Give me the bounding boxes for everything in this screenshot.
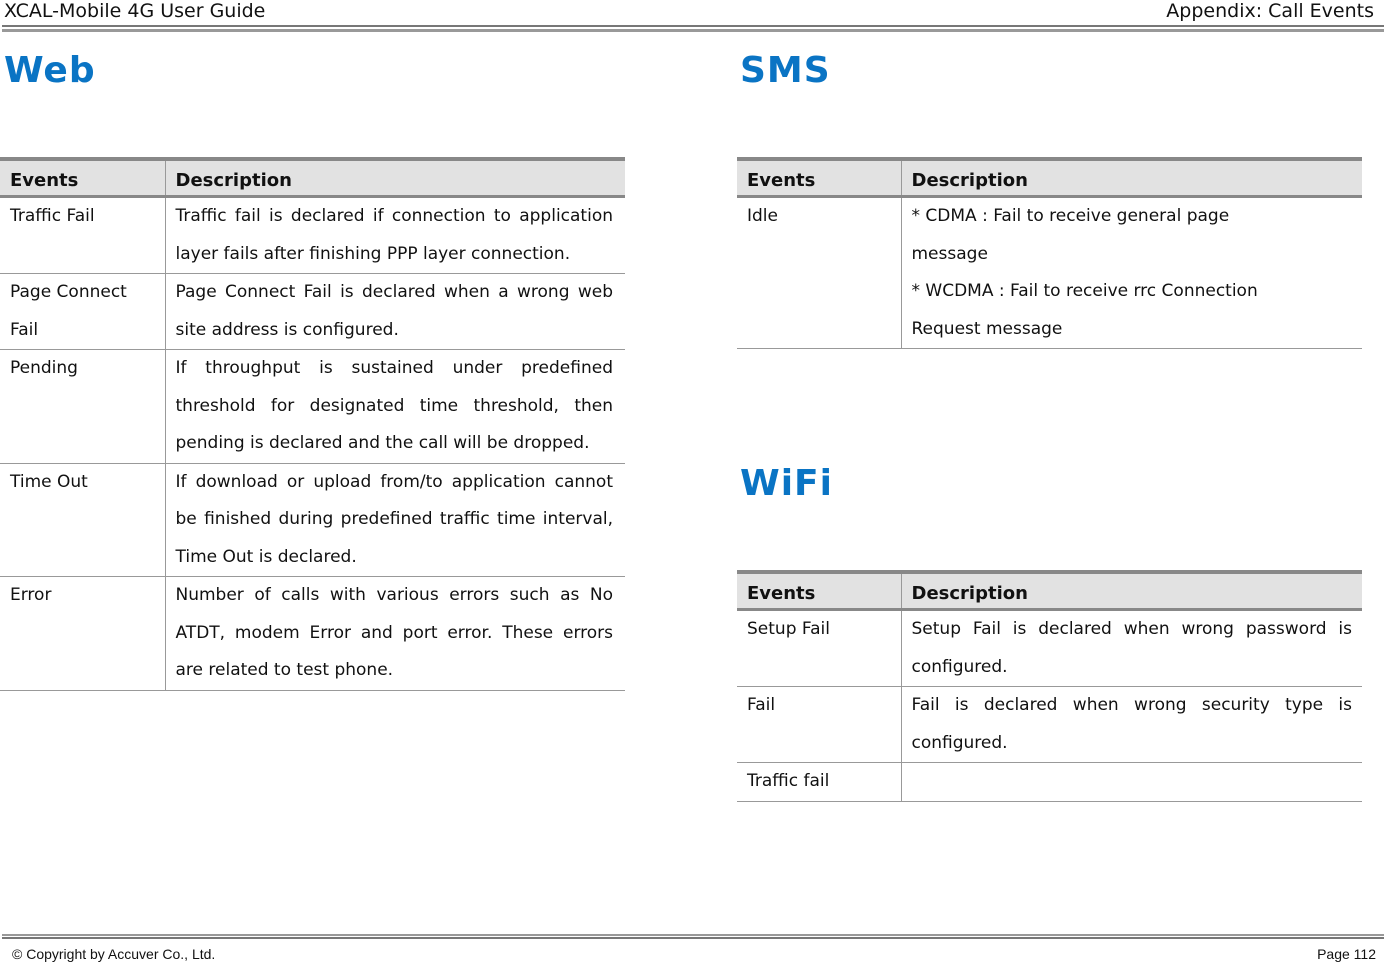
event-description: Page Connect Fail is declared when a wrong web site address is configured. xyxy=(165,274,625,350)
event-name: Traffic fail xyxy=(737,763,901,802)
header-divider xyxy=(2,25,1384,32)
description-line: * WCDMA : Fail to receive rrc Connection xyxy=(911,281,1258,301)
event-description: Setup Fail is declared when wrong password is configured. xyxy=(901,610,1362,687)
event-name: Idle xyxy=(737,197,901,349)
event-name: Time Out xyxy=(0,463,165,577)
event-description xyxy=(901,197,1362,349)
table-row xyxy=(0,197,625,274)
table-row xyxy=(737,763,1362,802)
event-name: Page Connect Fail xyxy=(0,274,165,350)
sms-title: SMS xyxy=(740,50,831,91)
description-line: Request message xyxy=(911,318,1063,339)
table-row xyxy=(0,350,625,464)
table-row xyxy=(0,274,625,350)
col-events-header: Events xyxy=(0,159,165,197)
table-header-row xyxy=(737,572,1362,610)
event-description: If throughput is sustained under predefined threshold for designated time threshold, then pending is declared and the call will be dropped. xyxy=(165,350,625,464)
table-header-row xyxy=(0,159,625,197)
section-label: Appendix: Call Events xyxy=(1166,0,1374,22)
event-name: Pending xyxy=(0,350,165,464)
table-row xyxy=(737,687,1362,763)
col-description-header: Description xyxy=(165,159,615,197)
event-name: Fail xyxy=(737,687,901,763)
event-name: Setup Fail xyxy=(737,610,901,687)
col-events-header: Events xyxy=(737,159,901,197)
description-line: message xyxy=(911,243,988,264)
col-description-header: Description xyxy=(901,159,1352,197)
event-description: Fail is declared when wrong security type is configured. xyxy=(901,687,1362,763)
col-events-header: Events xyxy=(737,572,901,610)
wifi-events-table xyxy=(737,570,1362,802)
event-name: Traffic Fail xyxy=(0,197,165,274)
table-header-row xyxy=(737,159,1362,197)
event-description: Traffic fail is declared if connection to application layer fails after finishing PPP layer connection. xyxy=(165,197,625,274)
table-row xyxy=(737,197,1362,349)
footer-divider xyxy=(2,934,1384,939)
col-description-header: Description xyxy=(901,572,1352,610)
page-header xyxy=(0,0,1386,24)
table-row xyxy=(0,463,625,577)
description-line: * CDMA : Fail to receive general page xyxy=(911,206,1230,226)
event-description: Number of calls with various errors such as No ATDT, modem Error and port error. These errors are related to test phone. xyxy=(165,577,625,691)
table-row xyxy=(737,610,1362,687)
event-description: If download or upload from/to application cannot be finished during predefined traffic time interval, Time Out is declared. xyxy=(165,463,625,577)
event-name: Error xyxy=(0,577,165,691)
sms-events-table xyxy=(737,157,1362,349)
page-number: Page 112 xyxy=(1317,946,1376,962)
web-events-table xyxy=(0,157,625,691)
web-title: Web xyxy=(4,50,96,91)
event-description xyxy=(901,763,1362,802)
table-row xyxy=(0,577,625,691)
document-title: XCAL-Mobile 4G User Guide xyxy=(4,0,266,22)
copyright-text: © Copyright by Accuver Co., Ltd. xyxy=(12,946,216,962)
wifi-title: WiFi xyxy=(740,463,833,504)
